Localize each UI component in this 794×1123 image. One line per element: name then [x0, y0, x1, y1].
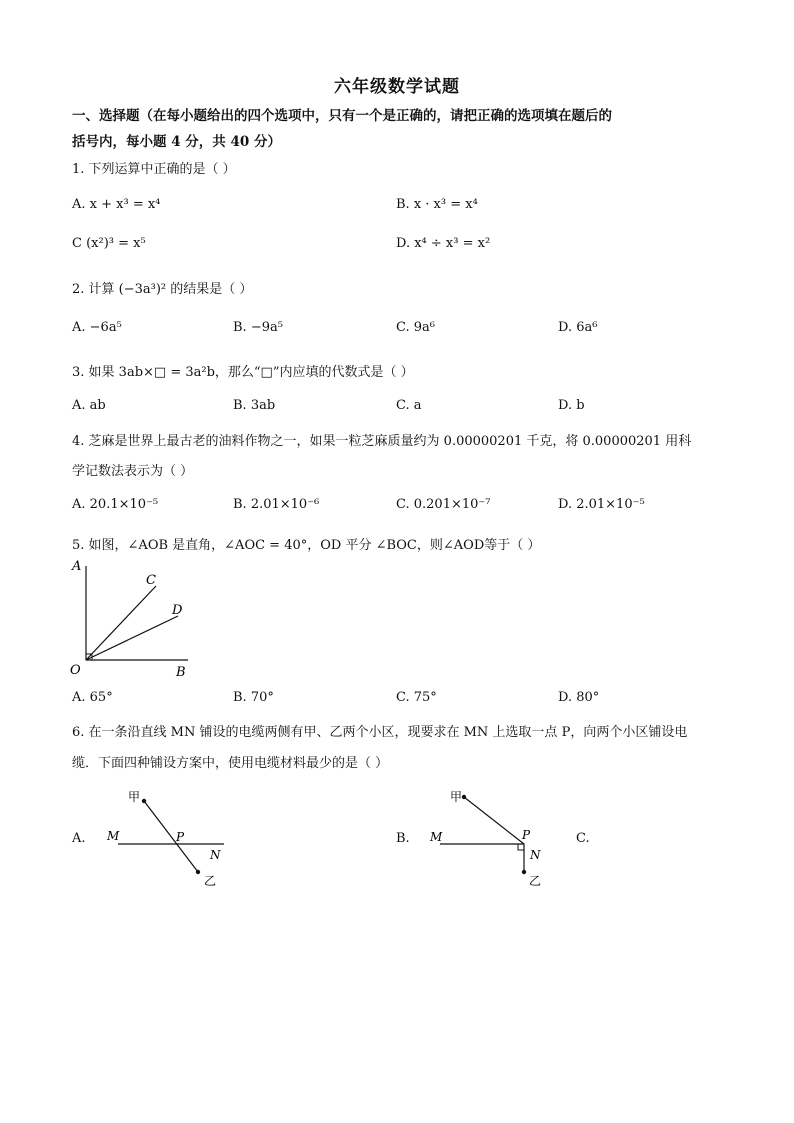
question-5-option-c: C. 75° [396, 690, 437, 705]
question-1-option-c: C (x²)³ = x⁵ [72, 236, 146, 251]
ray-od [86, 616, 178, 660]
question-6-option-b: B. [396, 831, 410, 846]
label-jia-a: 甲 [128, 790, 141, 804]
question-6-option-a: A. [72, 831, 86, 846]
question-4-stem-line1: 4. 芝麻是世界上最古老的油料作物之一，如果一粒芝麻质量约为 0.00000201 千克，将 0.00000201 用科 [72, 434, 692, 449]
cable-diagram-b [426, 784, 556, 892]
question-4-option-a: A. 20.1×10⁻⁵ [72, 497, 159, 512]
point-jia-b [462, 795, 466, 799]
question-6-stem-line1: 6. 在一条沿直线 MN 铺设的电缆两侧有甲、乙两个小区，现要求在 MN 上选取一点 P，向两个小区铺设电 [72, 725, 688, 740]
question-1-stem: 1. 下列运算中正确的是（ ） [72, 162, 236, 177]
question-2-option-c: C. 9a⁶ [396, 320, 435, 335]
question-6-stem-line2: 缆．下面四种铺设方案中，使用电缆材料最少的是（ ） [72, 756, 389, 771]
label-jia-b: 甲 [450, 790, 463, 804]
label-d: D [172, 603, 183, 618]
question-3-option-c: C. a [396, 398, 422, 413]
question-3-option-b: B. 3ab [233, 398, 276, 413]
question-1-option-b: B. x · x³ = x⁴ [396, 197, 478, 212]
question-4-option-c: C. 0.201×10⁻⁷ [396, 497, 491, 512]
section-heading-line1: 一、选择题（在每小题给出的四个选项中，只有一个是正确的，请把正确的选项填在题后的 [72, 108, 612, 124]
question-1-option-a: A. x + x³ = x⁴ [72, 197, 161, 212]
question-3-option-a: A. ab [72, 398, 106, 413]
question-3-option-d: D. b [558, 398, 585, 413]
perpendicular-marker [518, 844, 524, 850]
question-6-option-c: C. [576, 831, 590, 846]
ray-oc [86, 586, 156, 660]
question-5-option-a: A. 65° [72, 690, 113, 705]
question-2-stem: 2. 计算 (−3a³)² 的结果是（ ） [72, 282, 253, 297]
point-yi-b [522, 870, 526, 874]
question-5-option-b: B. 70° [233, 690, 274, 705]
point-jia-a [142, 799, 146, 803]
question-4-option-d: D. 2.01×10⁻⁵ [558, 497, 645, 512]
label-yi-a: 乙 [204, 874, 217, 888]
label-p-b: P [522, 828, 531, 842]
question-4-option-b: B. 2.01×10⁻⁶ [233, 497, 320, 512]
question-5-option-d: D. 80° [558, 690, 600, 705]
question-2-option-b: B. −9a⁵ [233, 320, 283, 335]
question-3-stem: 3. 如果 3ab×□ = 3a²b，那么“□”内应填的代数式是（ ） [72, 365, 414, 380]
angle-diagram [66, 556, 206, 682]
question-4-stem-line2: 学记数法表示为（ ） [72, 464, 194, 479]
page-title: 六年级数学试题 [334, 77, 460, 97]
question-5-stem: 5. 如图，∠AOB 是直角，∠AOC = 40°，OD 平分 ∠BOC，则∠AOD等于（ ） [72, 538, 541, 553]
cable-diagram-a [100, 784, 230, 892]
section-heading-line2: 括号内，每小题 4 分，共 40 分） [72, 134, 281, 150]
label-n-a: N [210, 848, 221, 862]
label-n-b: N [530, 848, 541, 862]
label-yi-b: 乙 [529, 874, 542, 888]
question-2-option-a: A. −6a⁵ [72, 320, 122, 335]
label-a: A [72, 559, 82, 574]
cable-a [144, 801, 198, 872]
label-o: O [70, 663, 81, 678]
question-1-option-d: D. x⁴ ÷ x³ = x² [396, 236, 491, 251]
question-2-option-d: D. 6a⁶ [558, 320, 598, 335]
label-c: C [146, 573, 156, 588]
label-m-a: M [107, 829, 120, 843]
label-p-a: P [176, 830, 185, 844]
label-b: B [176, 665, 186, 680]
point-yi-a [196, 870, 200, 874]
label-m-b: M [430, 830, 443, 844]
cable-b-upper [464, 797, 524, 844]
